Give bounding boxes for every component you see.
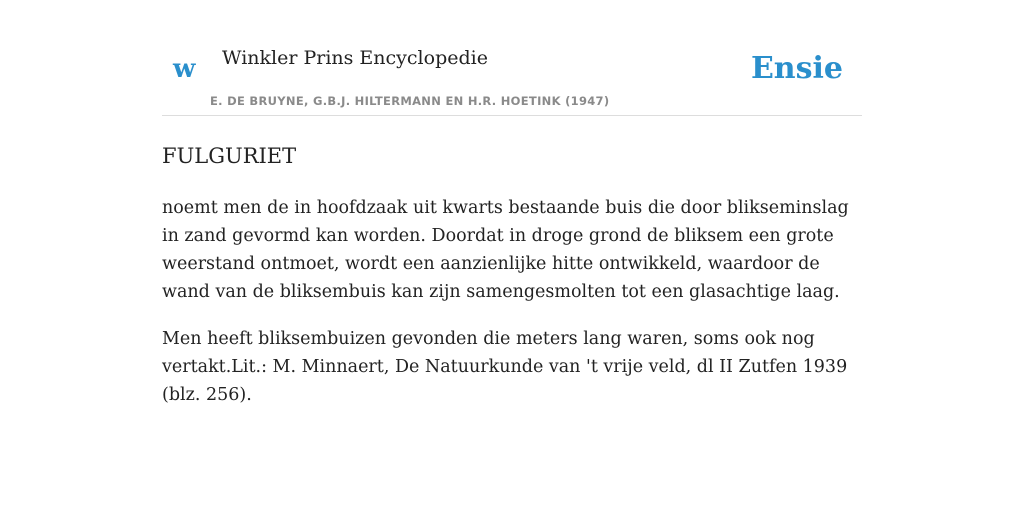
entry-paragraph: Men heeft bliksembuizen gevonden die meters lang waren, soms ook nog vertakt.Lit.: M. Minnaert, De Natuurkunde van 't vrije veld, dl II Zutfen 1939 (blz. 256). (162, 329, 848, 405)
entry-paragraph: noemt men de in hoofdzaak uit kwarts bestaande buis die door blikseminslag in zand gevormd kan worden. Doordat in droge grond de bliksem een grote weerstand ontmoet, wordt een aanzienlijke hitte ontwikkeld, waardoor de wand van de bliksembuis kan zijn samengesmolten tot een glasachtige laag. (162, 198, 849, 302)
header (162, 0, 862, 116)
page-container (162, 0, 862, 512)
source-title[interactable]: Winkler Prins Encyclopedie (222, 47, 488, 69)
brand-logo-link[interactable]: Ensie (750, 51, 843, 86)
entry-title: FULGURIET (162, 144, 297, 168)
source-authors: E. DE BRUYNE, G.B.J. HILTERMANN EN H.R. HOETINK (1947) (210, 94, 610, 108)
source-logo[interactable]: w (173, 54, 196, 84)
